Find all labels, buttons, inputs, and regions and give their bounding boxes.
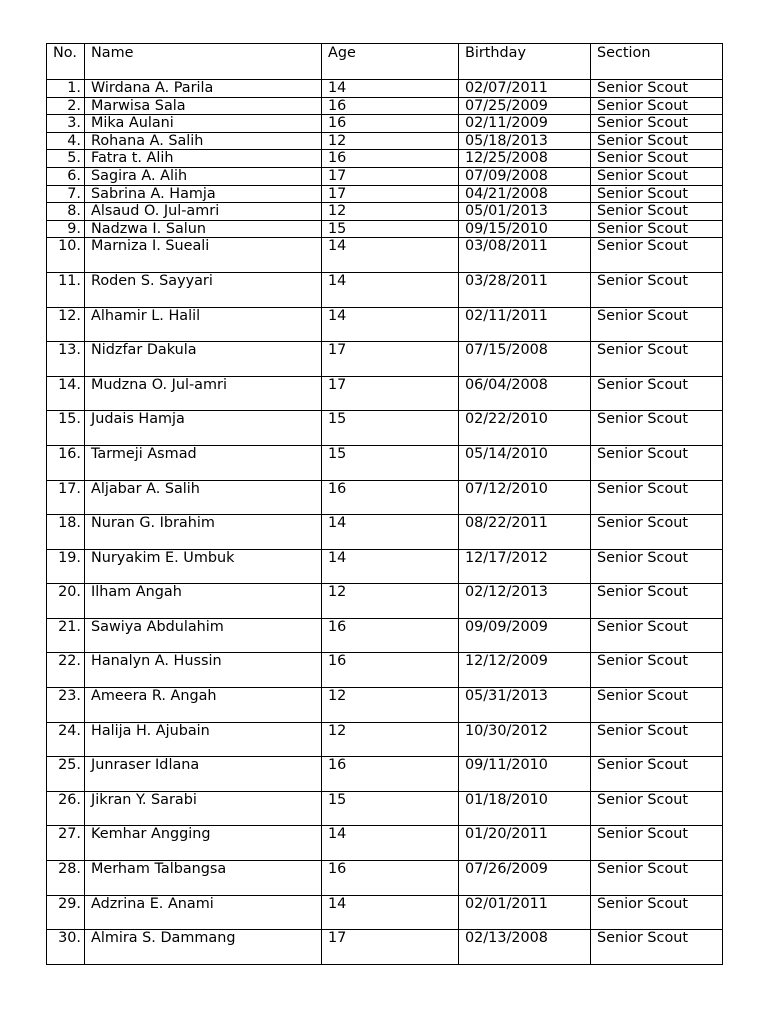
cell-section: Senior Scout <box>591 653 723 688</box>
cell-name: Rohana A. Salih <box>85 132 322 150</box>
cell-name: Adzrina E. Anami <box>85 895 322 930</box>
cell-section: Senior Scout <box>591 203 723 221</box>
cell-age: 14 <box>322 895 459 930</box>
cell-no: 26. <box>47 791 85 826</box>
cell-section: Senior Scout <box>591 826 723 861</box>
cell-no: 10. <box>47 238 85 273</box>
cell-age: 16 <box>322 757 459 792</box>
cell-no: 20. <box>47 584 85 619</box>
table-row <box>47 167 723 185</box>
cell-section: Senior Scout <box>591 584 723 619</box>
cell-birthday: 06/04/2008 <box>459 376 591 411</box>
cell-birthday: 05/14/2010 <box>459 445 591 480</box>
cell-birthday: 05/01/2013 <box>459 203 591 221</box>
cell-age: 17 <box>322 342 459 377</box>
cell-no: 23. <box>47 688 85 723</box>
cell-section: Senior Scout <box>591 757 723 792</box>
roster-table <box>46 43 723 965</box>
cell-birthday: 05/31/2013 <box>459 688 591 723</box>
cell-section: Senior Scout <box>591 132 723 150</box>
cell-birthday: 07/26/2009 <box>459 861 591 896</box>
cell-no: 27. <box>47 826 85 861</box>
cell-name: Junraser Idlana <box>85 757 322 792</box>
cell-name: Judais Hamja <box>85 411 322 446</box>
cell-birthday: 07/09/2008 <box>459 167 591 185</box>
cell-age: 12 <box>322 688 459 723</box>
cell-no: 7. <box>47 185 85 203</box>
cell-section: Senior Scout <box>591 185 723 203</box>
cell-no: 21. <box>47 618 85 653</box>
cell-name: Fatra t. Alih <box>85 150 322 168</box>
cell-birthday: 01/20/2011 <box>459 826 591 861</box>
cell-name: Aljabar A. Salih <box>85 480 322 515</box>
cell-no: 1. <box>47 80 85 98</box>
header-section: Section <box>591 44 723 80</box>
cell-section: Senior Scout <box>591 861 723 896</box>
cell-section: Senior Scout <box>591 480 723 515</box>
cell-age: 16 <box>322 861 459 896</box>
header-no: No. <box>47 44 85 80</box>
cell-name: Hanalyn A. Hussin <box>85 653 322 688</box>
table-row <box>47 80 723 98</box>
cell-birthday: 09/11/2010 <box>459 757 591 792</box>
cell-no: 19. <box>47 549 85 584</box>
cell-no: 24. <box>47 722 85 757</box>
table-row <box>47 220 723 238</box>
cell-age: 17 <box>322 930 459 965</box>
cell-age: 12 <box>322 722 459 757</box>
header-age: Age <box>322 44 459 80</box>
cell-section: Senior Scout <box>591 411 723 446</box>
table-row <box>47 861 723 896</box>
cell-birthday: 02/22/2010 <box>459 411 591 446</box>
cell-name: Halija H. Ajubain <box>85 722 322 757</box>
cell-no: 5. <box>47 150 85 168</box>
cell-section: Senior Scout <box>591 688 723 723</box>
cell-age: 14 <box>322 272 459 307</box>
cell-name: Mika Aulani <box>85 115 322 133</box>
cell-name: Sagira A. Alih <box>85 167 322 185</box>
cell-birthday: 04/21/2008 <box>459 185 591 203</box>
cell-no: 6. <box>47 167 85 185</box>
table-row <box>47 688 723 723</box>
cell-age: 14 <box>322 826 459 861</box>
cell-no: 22. <box>47 653 85 688</box>
cell-birthday: 02/11/2009 <box>459 115 591 133</box>
cell-no: 14. <box>47 376 85 411</box>
table-row <box>47 515 723 550</box>
cell-section: Senior Scout <box>591 97 723 115</box>
cell-age: 12 <box>322 584 459 619</box>
cell-birthday: 03/28/2011 <box>459 272 591 307</box>
cell-name: Wirdana A. Parila <box>85 80 322 98</box>
cell-no: 17. <box>47 480 85 515</box>
cell-section: Senior Scout <box>591 618 723 653</box>
cell-birthday: 12/17/2012 <box>459 549 591 584</box>
cell-birthday: 09/09/2009 <box>459 618 591 653</box>
table-row <box>47 618 723 653</box>
cell-birthday: 05/18/2013 <box>459 132 591 150</box>
cell-age: 15 <box>322 411 459 446</box>
cell-birthday: 09/15/2010 <box>459 220 591 238</box>
cell-birthday: 12/25/2008 <box>459 150 591 168</box>
cell-name: Kemhar Angging <box>85 826 322 861</box>
cell-age: 17 <box>322 185 459 203</box>
cell-no: 9. <box>47 220 85 238</box>
cell-name: Mudzna O. Jul-amri <box>85 376 322 411</box>
cell-age: 15 <box>322 445 459 480</box>
table-row <box>47 97 723 115</box>
cell-name: Merham Talbangsa <box>85 861 322 896</box>
cell-section: Senior Scout <box>591 238 723 273</box>
cell-birthday: 08/22/2011 <box>459 515 591 550</box>
cell-birthday: 02/13/2008 <box>459 930 591 965</box>
cell-no: 29. <box>47 895 85 930</box>
cell-age: 14 <box>322 549 459 584</box>
cell-no: 13. <box>47 342 85 377</box>
cell-birthday: 02/12/2013 <box>459 584 591 619</box>
cell-section: Senior Scout <box>591 80 723 98</box>
cell-name: Jikran Y. Sarabi <box>85 791 322 826</box>
cell-birthday: 07/25/2009 <box>459 97 591 115</box>
cell-age: 16 <box>322 480 459 515</box>
cell-no: 28. <box>47 861 85 896</box>
table-row <box>47 549 723 584</box>
cell-age: 14 <box>322 515 459 550</box>
cell-age: 12 <box>322 203 459 221</box>
cell-no: 11. <box>47 272 85 307</box>
table-row <box>47 150 723 168</box>
table-row <box>47 445 723 480</box>
cell-birthday: 01/18/2010 <box>459 791 591 826</box>
cell-section: Senior Scout <box>591 115 723 133</box>
cell-name: Nuran G. Ibrahim <box>85 515 322 550</box>
table-row <box>47 653 723 688</box>
cell-name: Marniza I. Sueali <box>85 238 322 273</box>
cell-age: 16 <box>322 618 459 653</box>
cell-age: 14 <box>322 80 459 98</box>
cell-age: 12 <box>322 132 459 150</box>
cell-name: Tarmeji Asmad <box>85 445 322 480</box>
cell-section: Senior Scout <box>591 549 723 584</box>
cell-no: 18. <box>47 515 85 550</box>
cell-no: 30. <box>47 930 85 965</box>
cell-no: 4. <box>47 132 85 150</box>
header-birthday: Birthday <box>459 44 591 80</box>
header-name: Name <box>85 44 322 80</box>
table-row <box>47 757 723 792</box>
cell-name: Almira S. Dammang <box>85 930 322 965</box>
cell-no: 8. <box>47 203 85 221</box>
cell-birthday: 10/30/2012 <box>459 722 591 757</box>
cell-name: Alhamir L. Halil <box>85 307 322 342</box>
cell-section: Senior Scout <box>591 342 723 377</box>
table-row <box>47 342 723 377</box>
cell-birthday: 12/12/2009 <box>459 653 591 688</box>
table-row <box>47 584 723 619</box>
cell-birthday: 07/12/2010 <box>459 480 591 515</box>
cell-name: Roden S. Sayyari <box>85 272 322 307</box>
cell-age: 16 <box>322 150 459 168</box>
table-row <box>47 930 723 965</box>
cell-no: 25. <box>47 757 85 792</box>
cell-section: Senior Scout <box>591 515 723 550</box>
cell-no: 12. <box>47 307 85 342</box>
cell-age: 14 <box>322 238 459 273</box>
table-row <box>47 895 723 930</box>
table-row <box>47 791 723 826</box>
cell-name: Nidzfar Dakula <box>85 342 322 377</box>
table-row <box>47 132 723 150</box>
cell-section: Senior Scout <box>591 220 723 238</box>
cell-name: Sabrina A. Hamja <box>85 185 322 203</box>
cell-no: 2. <box>47 97 85 115</box>
table-row <box>47 203 723 221</box>
cell-name: Ilham Angah <box>85 584 322 619</box>
cell-no: 15. <box>47 411 85 446</box>
cell-age: 16 <box>322 115 459 133</box>
header-row <box>47 44 723 80</box>
cell-age: 14 <box>322 307 459 342</box>
cell-age: 16 <box>322 653 459 688</box>
cell-section: Senior Scout <box>591 167 723 185</box>
cell-name: Sawiya Abdulahim <box>85 618 322 653</box>
table-row <box>47 722 723 757</box>
cell-birthday: 03/08/2011 <box>459 238 591 273</box>
cell-section: Senior Scout <box>591 445 723 480</box>
cell-name: Nuryakim E. Umbuk <box>85 549 322 584</box>
table-row <box>47 238 723 273</box>
cell-no: 3. <box>47 115 85 133</box>
cell-section: Senior Scout <box>591 150 723 168</box>
table-row <box>47 272 723 307</box>
cell-birthday: 02/01/2011 <box>459 895 591 930</box>
table-row <box>47 480 723 515</box>
roster-body <box>47 44 723 965</box>
table-row <box>47 826 723 861</box>
cell-age: 16 <box>322 97 459 115</box>
cell-name: Alsaud O. Jul-amri <box>85 203 322 221</box>
cell-age: 15 <box>322 220 459 238</box>
table-row <box>47 185 723 203</box>
cell-name: Marwisa Sala <box>85 97 322 115</box>
table-row <box>47 376 723 411</box>
cell-birthday: 02/07/2011 <box>459 80 591 98</box>
cell-age: 17 <box>322 376 459 411</box>
cell-section: Senior Scout <box>591 272 723 307</box>
cell-birthday: 07/15/2008 <box>459 342 591 377</box>
cell-section: Senior Scout <box>591 376 723 411</box>
cell-section: Senior Scout <box>591 307 723 342</box>
cell-birthday: 02/11/2011 <box>459 307 591 342</box>
cell-age: 17 <box>322 167 459 185</box>
table-row <box>47 115 723 133</box>
cell-no: 16. <box>47 445 85 480</box>
cell-section: Senior Scout <box>591 930 723 965</box>
cell-section: Senior Scout <box>591 895 723 930</box>
cell-section: Senior Scout <box>591 722 723 757</box>
cell-age: 15 <box>322 791 459 826</box>
cell-name: Nadzwa I. Salun <box>85 220 322 238</box>
table-row <box>47 411 723 446</box>
cell-name: Ameera R. Angah <box>85 688 322 723</box>
table-row <box>47 307 723 342</box>
cell-section: Senior Scout <box>591 791 723 826</box>
